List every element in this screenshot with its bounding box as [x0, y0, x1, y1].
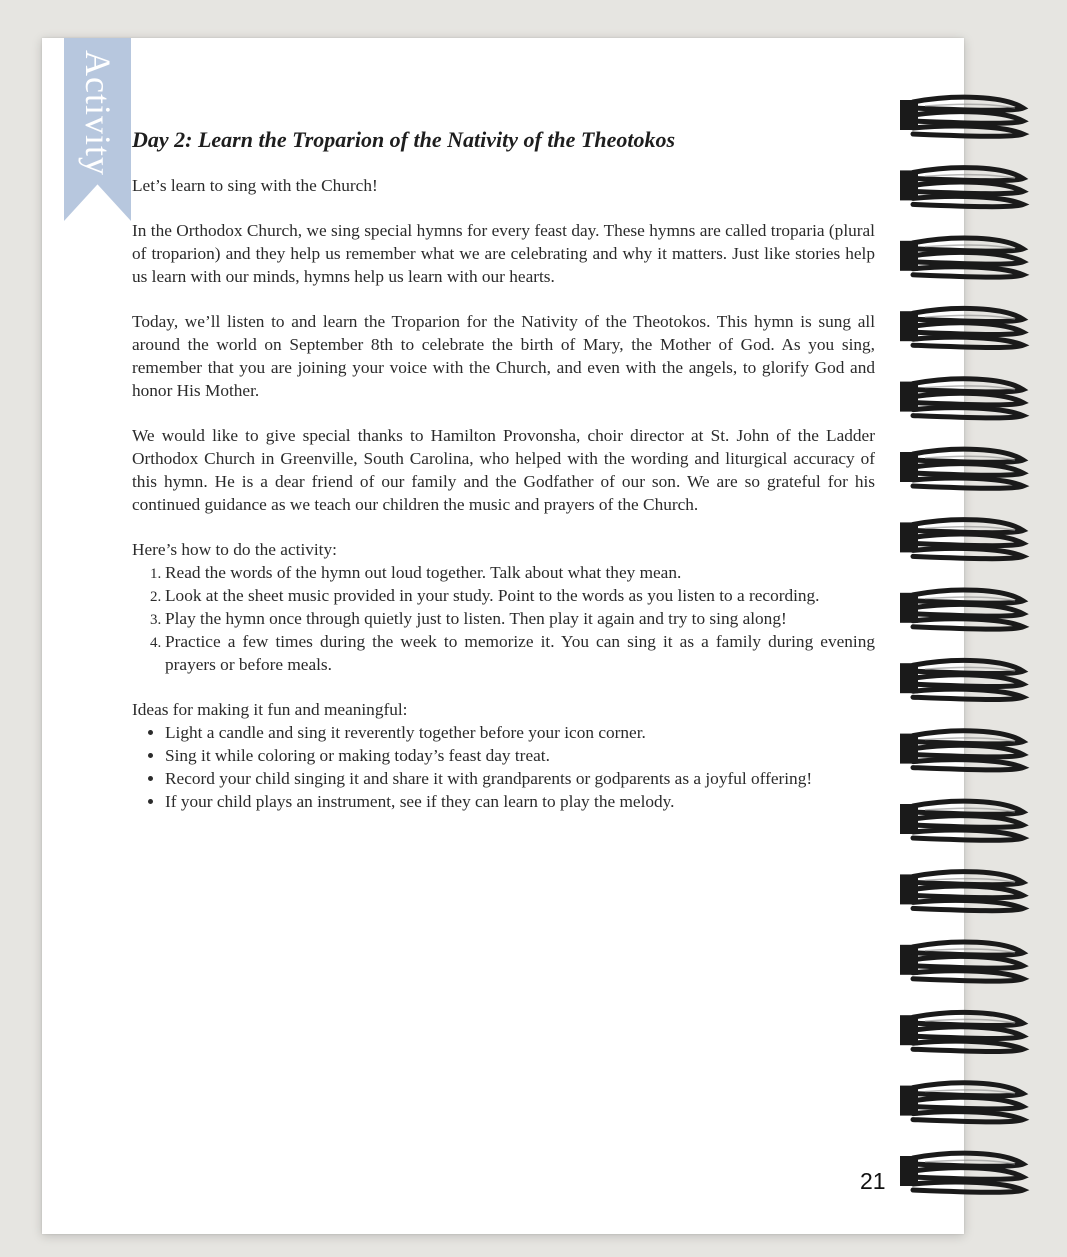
- paragraph: Today, we’ll listen to and learn the Troparion for the Nativity of the Theotokos. This hymn is sung all around the world on September 8th to celebrate the birth of Mary, the Mother of God. As you sing, remember that you are joining your voice with the Church, and even with the angels, to glorify God and honor His Mother.: [132, 312, 875, 400]
- ribbon-label: Activity: [77, 50, 118, 176]
- list-item: • Sing it while coloring or making today’s feast day treat.: [165, 744, 875, 767]
- intro-text: Let’s learn to sing with the Church!: [132, 176, 378, 195]
- steps-heading: Here’s how to do the activity:: [132, 540, 337, 559]
- binding-coil: [900, 1012, 1023, 1051]
- page-content: [132, 126, 875, 835]
- binding-coil: [900, 590, 1023, 629]
- binding-coil: [900, 660, 1023, 699]
- binding-coil: [900, 801, 1023, 840]
- list-item: • Record your child singing it and share it with grandparents or godparents as a joyful offering!: [165, 767, 875, 790]
- list-item: 2. Look at the sheet music provided in your study. Point to the words as you listen to a recording.: [165, 584, 875, 607]
- page-number: 21: [860, 1168, 886, 1194]
- binding-coil: [900, 1153, 1023, 1192]
- binding-coil: [900, 1083, 1023, 1122]
- list-item: • If your child plays an instrument, see if they can learn to play the melody.: [165, 790, 875, 813]
- list-item: 3. Play the hymn once through quietly just to listen. Then play it again and try to sing along!: [165, 607, 875, 630]
- binding-coil: [900, 449, 1023, 488]
- list-item: 1. Read the words of the hymn out loud together. Talk about what they mean.: [165, 561, 875, 584]
- binding-coil: [900, 97, 1023, 136]
- paragraph: In the Orthodox Church, we sing special hymns for every feast day. These hymns are called troparia (plural of troparion) and they help us remember what we are celebrating and why it matters. Just like stories help us learn with our minds, hymns help us learn with our hearts.: [132, 221, 875, 286]
- page-title: Day 2: Learn the Troparion of the Nativity of the Theotokos: [132, 127, 676, 152]
- steps-list: [132, 561, 875, 676]
- binding-coil: [900, 238, 1023, 277]
- paragraph: We would like to give special thanks to Hamilton Provonsha, choir director at St. John of the Ladder Orthodox Church in Greenville, South Carolina, who helped with the wording and liturgical accuracy of this hymn. He is a dear friend of our family and the Godfather of our son. We are so grateful for his continued guidance as we teach our children the music and prayers of the Church.: [132, 426, 875, 514]
- binding-coil: [900, 942, 1023, 981]
- ideas-heading: Ideas for making it fun and meaningful:: [132, 700, 408, 719]
- binding-coil: [900, 731, 1023, 770]
- binding-coil: [900, 872, 1023, 911]
- binding-coil: [900, 379, 1023, 418]
- list-item: 4. Practice a few times during the week to memorize it. You can sing it as a family during evening prayers or before meals.: [165, 630, 875, 676]
- ideas-list: [132, 721, 875, 813]
- binding-coil: [900, 168, 1023, 207]
- binding-coil: [900, 308, 1023, 347]
- notebook-page: [42, 38, 964, 1234]
- binding-coil: [900, 520, 1023, 559]
- spiral-binding: [895, 90, 1035, 1200]
- list-item: • Light a candle and sing it reverently together before your icon corner.: [165, 721, 875, 744]
